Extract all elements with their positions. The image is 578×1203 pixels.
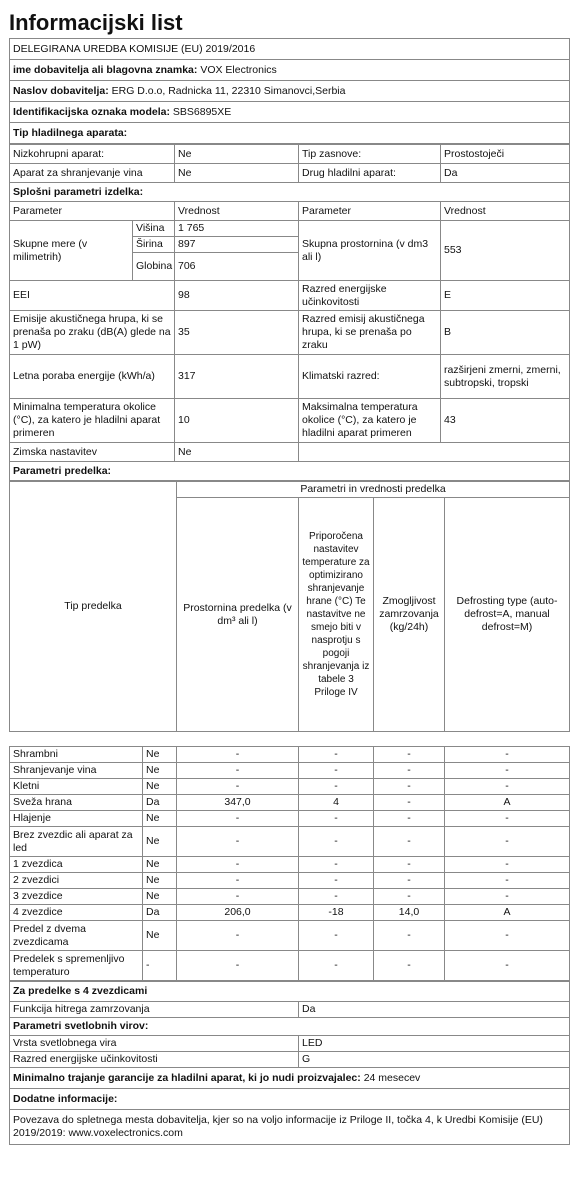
param-label: Razred energijske učinkovitosti (299, 281, 441, 311)
compartment-row (10, 779, 570, 795)
fast-freeze-value: Da (299, 1002, 570, 1018)
compartment-defrost: - (445, 779, 570, 795)
compartment-header-table (9, 481, 570, 732)
total-volume-label: Skupna prostornina (v dm3 ali l) (299, 221, 441, 281)
compartment-name: Brez zvezdic ali aparat za led (10, 827, 143, 857)
param-label: Razred emisij akustičnega hrupa, ki se prenaša po zraku (299, 311, 441, 355)
supplier-name: VOX Electronics (200, 63, 277, 76)
compartment-volume: - (177, 811, 299, 827)
compartment-volume: 206,0 (177, 905, 299, 921)
dims-label: Skupne mere (v milimetrih) (10, 221, 133, 281)
compartment-present: Ne (143, 763, 177, 779)
compartment-name: 1 zvezdica (10, 857, 143, 873)
type-label: Nizkohrupni aparat: (10, 145, 175, 164)
compartment-volume: 347,0 (177, 795, 299, 811)
compartment-present: Ne (143, 857, 177, 873)
compartment-volume: - (177, 747, 299, 763)
general-heading: Splošni parametri izdelka: (10, 183, 570, 202)
regulation: DELEGIRANA UREDBA KOMISIJE (EU) 2019/2016 (10, 39, 570, 60)
dim-value: 706 (175, 253, 299, 281)
appliance-type-heading: Tip hladilnega aparata: (10, 123, 570, 144)
supplier-name-label: ime dobavitelja ali blagovna znamka: (13, 63, 198, 76)
supplier-address: ERG D.o.o, Radnicka 11, 22310 Simanovci,Serbia (111, 84, 346, 97)
compartment-freeze: - (374, 873, 445, 889)
param-value: 35 (175, 311, 299, 355)
extra-heading: Dodatne informacije: (10, 1089, 570, 1110)
compartment-row (10, 763, 570, 779)
compartment-row (10, 827, 570, 857)
dim-value: 897 (175, 237, 299, 253)
param-value: razširjeni zmerni, zmerni, subtropski, tropski (441, 355, 570, 399)
general-row (10, 281, 570, 311)
compartment-temp: -18 (299, 905, 374, 921)
compartment-name: Shrambni (10, 747, 143, 763)
compartment-row (10, 905, 570, 921)
compartment-present: Da (143, 795, 177, 811)
light-heading: Parametri svetlobnih virov: (10, 1018, 570, 1036)
extra-text: Povezava do spletnega mesta dobavitelja, kjer so na voljo informacije iz Priloge II, točka 4, k Uredbi Komisije (EU) 2019/2019: www.voxelectronics.com (10, 1110, 570, 1145)
param-value: E (441, 281, 570, 311)
param-label: Maksimalna temperatura okolice (°C), za katero je hladilni aparat primeren (299, 399, 441, 443)
compartment-name: Predel z dvema zvezdicama (10, 921, 143, 951)
compartment-volume: - (177, 873, 299, 889)
compartment-volume: - (177, 921, 299, 951)
col-param: Parameter (299, 202, 441, 221)
general-header-row (10, 202, 570, 221)
warranty-row (10, 1068, 570, 1089)
param-value: 98 (175, 281, 299, 311)
param-label: Letna poraba energije (kWh/a) (10, 355, 175, 399)
compartment-freeze: - (374, 811, 445, 827)
supplier-address-label: Naslov dobavitelja: (13, 84, 109, 97)
param-value: B (441, 311, 570, 355)
type-label: Drug hladilni aparat: (299, 164, 441, 183)
light-type-label: Vrsta svetlobnega vira (10, 1036, 299, 1052)
type-value: Da (441, 164, 570, 183)
comp-defrost-header: Defrosting type (auto-defrost=A, manual defrost=M) (445, 498, 570, 732)
compartment-temp: - (299, 779, 374, 795)
compartment-row (10, 795, 570, 811)
winter-row (10, 443, 570, 462)
compartment-freeze: - (374, 889, 445, 905)
compartment-present: Da (143, 905, 177, 921)
compartment-temp: - (299, 747, 374, 763)
four-star-heading: Za predelke s 4 zvezdicami (10, 982, 570, 1002)
comp-volume-header: Prostornina predelka (v dm³ ali l) (177, 498, 299, 732)
page-title: Informacijski list (9, 10, 183, 35)
compartment-row (10, 921, 570, 951)
type-value: Ne (175, 164, 299, 183)
warranty-value: 24 mesecev (363, 1071, 421, 1084)
supplier-address-row (10, 81, 570, 102)
model-value: SBS6895XE (172, 105, 232, 118)
compartment-defrost: - (445, 811, 570, 827)
col-param: Parameter (10, 202, 175, 221)
fast-freeze-label: Funkcija hitrega zamrzovanja (10, 1002, 299, 1018)
type-label: Aparat za shranjevanje vina (10, 164, 175, 183)
dim-name: Globina (133, 253, 175, 281)
compartment-volume: - (177, 779, 299, 795)
compartment-table (9, 746, 570, 981)
info-sheet (9, 8, 569, 1145)
supplier-name-row (10, 60, 570, 81)
page-break (9, 732, 569, 746)
winter-label: Zimska nastavitev (10, 443, 175, 462)
light-type-value: LED (299, 1036, 570, 1052)
compartment-temp: - (299, 811, 374, 827)
type-value: Prostostoječi (441, 145, 570, 164)
compartment-defrost: - (445, 827, 570, 857)
compartment-freeze: - (374, 779, 445, 795)
light-class-label: Razred energijske učinkovitosti (10, 1052, 299, 1068)
compartment-freeze: 14,0 (374, 905, 445, 921)
type-label: Tip zasnove: (299, 145, 441, 164)
comp-group-header: Parametri in vrednosti predelka (177, 482, 570, 498)
compartment-name: Hlajenje (10, 811, 143, 827)
type-row (10, 145, 570, 164)
compartment-row (10, 951, 570, 981)
compartment-row (10, 889, 570, 905)
compartment-defrost: - (445, 763, 570, 779)
compartment-freeze: - (374, 951, 445, 981)
compartment-temp: - (299, 763, 374, 779)
compartment-freeze: - (374, 857, 445, 873)
comp-temp-header: Priporočena nastavitev temperature za optimizirano shranjevanje hrane (°C) Te nastavitve ne smejo biti v nasprotju s pogoji shranjevanja iz tabele 3 Priloge IV (299, 498, 374, 732)
compartment-present: Ne (143, 747, 177, 763)
model-row (10, 102, 570, 123)
param-label: Klimatski razred: (299, 355, 441, 399)
compartment-freeze: - (374, 763, 445, 779)
compartment-name: 3 zvezdice (10, 889, 143, 905)
compartment-present: Ne (143, 889, 177, 905)
col-value: Vrednost (175, 202, 299, 221)
compartment-temp: - (299, 951, 374, 981)
total-volume: 553 (441, 221, 570, 281)
general-table (9, 144, 570, 481)
empty-cell (299, 443, 570, 462)
compartment-temp: - (299, 873, 374, 889)
compartment-defrost: - (445, 889, 570, 905)
compartment-row (10, 857, 570, 873)
compartment-present: Ne (143, 921, 177, 951)
dim-value: 1 765 (175, 221, 299, 237)
compartment-present: Ne (143, 779, 177, 795)
param-label: Minimalna temperatura okolice (°C), za katero je hladilni aparat primeren (10, 399, 175, 443)
compartment-temp: - (299, 889, 374, 905)
param-value: 43 (441, 399, 570, 443)
compartment-freeze: - (374, 827, 445, 857)
general-row (10, 355, 570, 399)
compartment-temp: 4 (299, 795, 374, 811)
compartment-name: Shranjevanje vina (10, 763, 143, 779)
compartment-row (10, 811, 570, 827)
compartment-name: Sveža hrana (10, 795, 143, 811)
supplier-table (9, 38, 570, 144)
compartment-freeze: - (374, 747, 445, 763)
compartment-present: Ne (143, 811, 177, 827)
compartment-name: 4 zvezdice (10, 905, 143, 921)
compartment-volume: - (177, 763, 299, 779)
compartment-present: Ne (143, 873, 177, 889)
compartment-defrost: - (445, 873, 570, 889)
dim-name: Višina (133, 221, 175, 237)
compartment-temp: - (299, 921, 374, 951)
warranty-label: Minimalno trajanje garancije za hladilni aparat, ki jo nudi proizvajalec: (13, 1071, 361, 1084)
compartment-heading: Parametri predelka: (10, 462, 570, 481)
param-label: EEI (10, 281, 175, 311)
general-row (10, 311, 570, 355)
compartment-name: 2 zvezdici (10, 873, 143, 889)
param-value: 317 (175, 355, 299, 399)
type-value: Ne (175, 145, 299, 164)
col-value: Vrednost (441, 202, 570, 221)
compartment-volume: - (177, 857, 299, 873)
compartment-temp: - (299, 827, 374, 857)
footer-table (9, 981, 570, 1145)
compartment-volume: - (177, 827, 299, 857)
dim-name: Širina (133, 237, 175, 253)
compartment-defrost: - (445, 747, 570, 763)
compartment-freeze: - (374, 795, 445, 811)
comp-type-header: Tip predelka (10, 482, 177, 732)
compartment-present: Ne (143, 827, 177, 857)
compartment-name: Kletni (10, 779, 143, 795)
compartment-volume: - (177, 951, 299, 981)
param-label: Emisije akustičnega hrupa, ki se prenaša po zraku (dB(A) glede na 1 pW) (10, 311, 175, 355)
model-label: Identifikacijska oznaka modela: (13, 105, 170, 118)
compartment-defrost: A (445, 905, 570, 921)
light-class-value: G (299, 1052, 570, 1068)
compartment-row (10, 747, 570, 763)
compartment-defrost: - (445, 857, 570, 873)
compartment-row (10, 873, 570, 889)
compartment-defrost: - (445, 921, 570, 951)
compartment-name: Predelek s spremenljivo temperaturo (10, 951, 143, 981)
compartment-temp: - (299, 857, 374, 873)
winter-value: Ne (175, 443, 299, 462)
type-row (10, 164, 570, 183)
comp-freeze-header: Zmogljivost zamrzovanja (kg/24h) (374, 498, 445, 732)
compartment-defrost: - (445, 951, 570, 981)
compartment-defrost: A (445, 795, 570, 811)
compartment-present: - (143, 951, 177, 981)
compartment-volume: - (177, 889, 299, 905)
compartment-freeze: - (374, 921, 445, 951)
param-value: 10 (175, 399, 299, 443)
general-row (10, 399, 570, 443)
